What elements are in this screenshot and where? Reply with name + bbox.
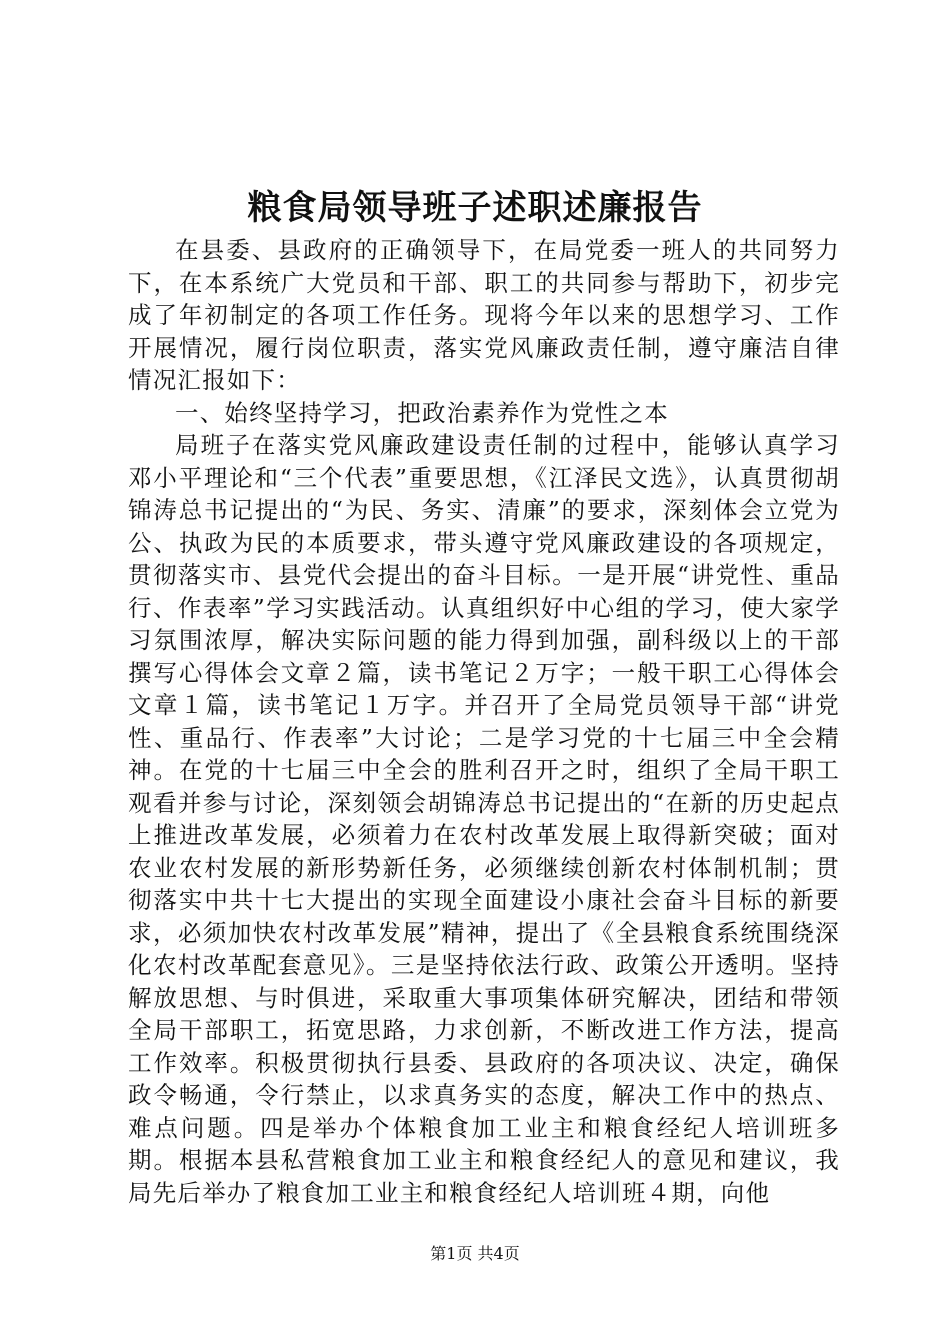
section-heading-1: 一、始终坚持学习，把政治素养作为党性之本 bbox=[175, 398, 669, 427]
page-number: 第1页 共4页 bbox=[430, 1244, 520, 1263]
document-title: 粮食局领导班子述职述廉报告 bbox=[247, 188, 703, 228]
document-body bbox=[128, 234, 840, 1209]
intro-paragraph: 在县委、县政府的正确领导下，在局党委一班人的共同努力下，在本系统广大党员和干部、职工的共同参与帮助下，初步完成了年初制定的各项工作任务。现将今年以来的思想学习、工作开展情况，履行岗位职责，落实党风廉政责任制，遵守廉洁自律情况汇报如下： bbox=[128, 236, 840, 394]
section-1-paragraph: 局班子在落实党风廉政建设责任制的过程中，能够认真学习邓小平理论和“三个代表”重要思想，《江泽民文选》，认真贯彻胡锦涛总书记提出的“为民、务实、清廉”的要求，深刻体会立党为公、执政为民的本质要求，带头遵守党风廉政建设的各项规定，贯彻落实市、县党代会提出的奋斗目标。一是开展“讲党性、重品行、作表率”学习实践活动。认真组织好中心组的学习，使大家学习氛围浓厚，解决实际问题的能力得到加强，副科级以上的干部撰写心得体会文章２篇，读书笔记２万字；一般干职工心得体会文章１篇，读书笔记１万字。并召开了全局党员领导干部“讲党性、重品行、作表率”大讨论；二是学习党的十七届三中全会精神。在党的十七届三中全会的胜利召开之时，组织了全局干职工观看并参与讨论，深刻领会胡锦涛总书记提出的“在新的历史起点上推进改革发展，必须着力在农村改革发展上取得新突破；面对农业农村发展的新形势新任务，必须继续创新农村体制机制；贯彻落实中共十七大提出的实现全面建设小康社会奋斗目标的新要求，必须加快农村改革发展”精神，提出了《全县粮食系统围绕深化农村改革配套意见》。三是坚持依法行政、政策公开透明。坚持解放思想、与时俱进，采取重大事项集体研究解决，团结和带领全局干部职工，拓宽思路，力求创新，不断改进工作方法，提高工作效率。积极贯彻执行县委、县政府的各项决议、决定，确保政令畅通，令行禁止，以求真务实的态度，解决工作中的热点、难点问题。四是举办个体粮食加工业主和粮食经纪人培训班多期。根据本县私营粮食加工业主和粮食经纪人的意见和建议，我局先后举办了粮食加工业主和粮食经纪人培训班４期，向他 bbox=[128, 431, 840, 1207]
